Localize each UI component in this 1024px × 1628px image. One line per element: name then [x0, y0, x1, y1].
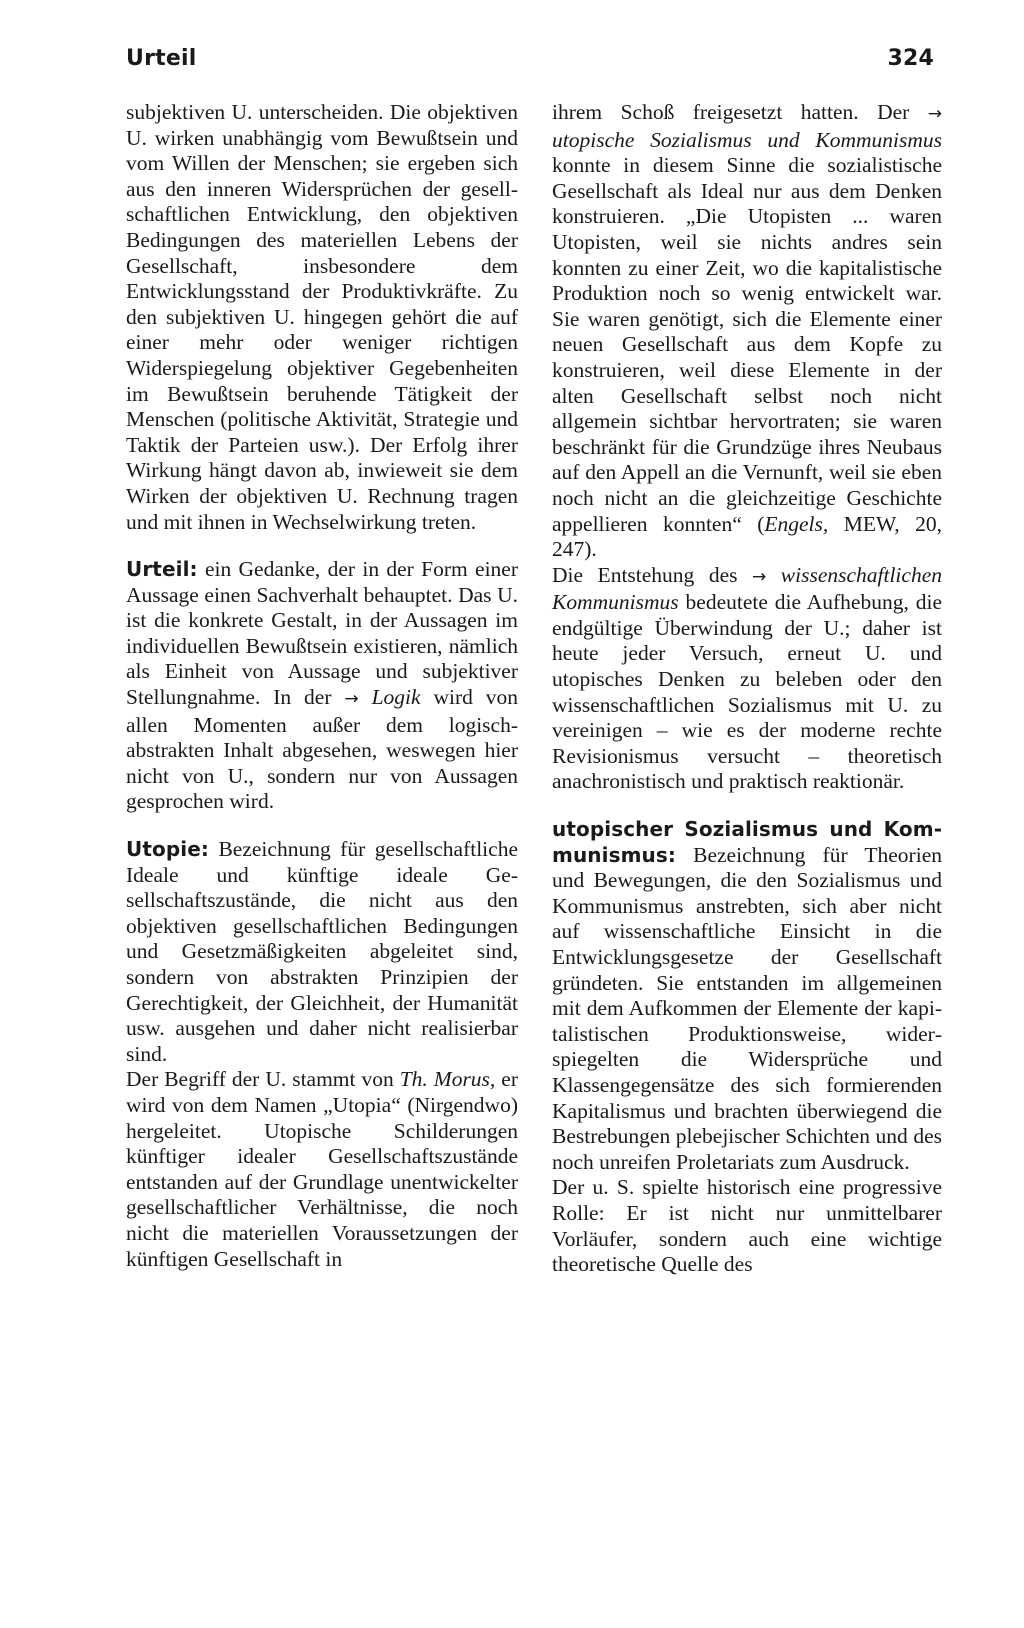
entry-lemma: Urteil: — [126, 557, 198, 582]
entry-utopie: Utopie: Bezeichnung für gesellschaftliche Ideale und künftige ideale Gesellschaftszustände, die nicht aus den objektiven gesellschaftlichen Bedingungen und Gesetzmäßigkeiten abgeleitet sind, sondern von abstrakten Prinzipien der Gerechtigkeit, der Gleichheit, der Humanität usw. ausgehen und daher nicht realisierbar sind. — [126, 837, 518, 1066]
right-column — [552, 100, 942, 1278]
paragraph-continuation: ihrem Schoß freigesetzt hatten. Der → utopische Sozialismus und Kommunismus konnte in diesem Sinne die sozialistische Gesellschaft als Ideal nur aus dem Denken konstruieren. „Die Utopisten ... waren Utopisten, weil sie nichts andres sein konnten zu einer Zeit, wo die kapitalistische Produktion noch so wenig entwickelt war. Sie waren genötigt, sich die Elemente einer neuen Gesellschaft aus dem Kopfe zu konstruieren, weil diese Elemente in der alten Gesellschaft selbst noch nicht allgemein sichtbar hervortraten; sie waren beschränkt für die Grundzüge ihres Neubaus auf den Appell an die Vernunft, weil sie eben noch nicht an die gleichzeitige Geschichte appellieren konnten“ (Engels, MEW, 20, 247). — [552, 100, 942, 562]
author-name: Engels, — [764, 511, 829, 536]
paragraph-entstehung: Die Entstehung des → wissenschaftlichen Kommunismus bedeutete die Aufhebung, die endgültige Überwindung der U.; daher ist heute jeder Versuch, erneut U. und utopisches Denken zu beleben oder den wissenschaftlichen Sozialismus mit U. zu vereinigen – wie es der moderne rechte Revisionismus versucht – theoretisch anachronistisch und praktisch reaktionär. — [552, 562, 942, 794]
entry-lemma: Utopie: — [126, 837, 209, 862]
entry-utopischer-sozialismus: utopischer Sozialismus und Kommunismus: Bezeichnung für Theorien und Bewegungen, die den Sozialismus und Kommunismus anstrebten, sich aber nicht auf wissenschaftliche Einsicht in die Entwicklungsgesetze der Gesellschaft gründeten. Sie entstanden im allgemeinen mit dem Aufkommen der Elemente der kapitalistischen Produktionsweise, widerspiegelten die Widersprüche und Klassengegensätze des sich formierenden Kapitalismus und brachten überwiegend die Bestrebungen plebejischer Schichten und des noch unreifen Proletariats zum Ausdruck. — [552, 817, 942, 1174]
page-number: 324 — [887, 46, 934, 71]
cross-reference-link[interactable]: wissenschaftlichen Kommunismus — [552, 562, 942, 615]
paragraph-begriff: Der Begriff der U. stammt von Th. Morus, er wird von dem Namen „Utopia“ (Nirgendwo) hergeleitet. Utopische Schilderungen künftiger idealer Gesellschaftszustände entstanden auf der Grundlage unentwickelter gesellschaftlicher Verhältnisse, die noch nicht die materiellen Voraussetzungen der künftigen Gesellschaft in — [126, 1067, 518, 1271]
running-title: Urteil — [126, 46, 197, 71]
cross-reference-link[interactable]: Logik — [371, 685, 421, 710]
cross-reference-arrow-icon: → — [752, 566, 767, 587]
cross-reference-arrow-icon: → — [927, 104, 942, 124]
paragraph-continuation: subjektiven U. unterscheiden. Die objektiven U. wirken unabhängig vom Bewußtsein und vom Willen der Menschen; sie ergeben sich aus den inneren Widersprüchen der gesellschaftlichen Entwicklung, den objektiven Bedingungen des materiellen Lebens der Gesellschaft, insbesondere dem Entwicklungsstand der Produktivkräfte. Zu den subjektiven U. hingegen gehört die auf einer mehr oder weniger richtigen Widerspiegelung objektiver Gegebenheiten im Bewußtsein beruhende Tätigkeit der Menschen (politische Aktivität, Strategie und Taktik der Parteien usw.). Der Erfolg ihrer Wirkung hängt davon ab, inwieweit sie dem Wirken der objektiven U. Rechnung tragen und mit ihnen in Wechselwirkung treten. — [126, 100, 518, 534]
entry-urteil: Urteil: ein Gedanke, der in der Form einer Aussage einen Sachverhalt behauptet. Das U. ist die konkrete Gestalt, in der Aussagen im individuellen Bewußtsein existieren, nämlich als Einheit von Aussage und subjektiver Stellungnahme. In der → Logik wird von allen Momenten außer dem logisch-abstrakten Inhalt abgesehen, weswegen hier nicht von U., sondern nur von Aussagen gesprochen wird. — [126, 557, 518, 814]
cross-reference-arrow-icon: → — [344, 689, 359, 710]
author-name: Th. Morus, — [399, 1067, 496, 1092]
left-column — [126, 100, 518, 1272]
paragraph-rolle: Der u. S. spielte historisch eine progressive Rolle: Er ist nicht nur unmittelbarer Vorläufer, sondern auch eine wichtige theoretische Quelle des — [552, 1175, 942, 1277]
cross-reference-link[interactable]: utopische Sozialismus und Kommunismus — [552, 127, 942, 152]
entry-lemma: utopischer Sozialismus und Kommunismus: — [552, 817, 942, 867]
